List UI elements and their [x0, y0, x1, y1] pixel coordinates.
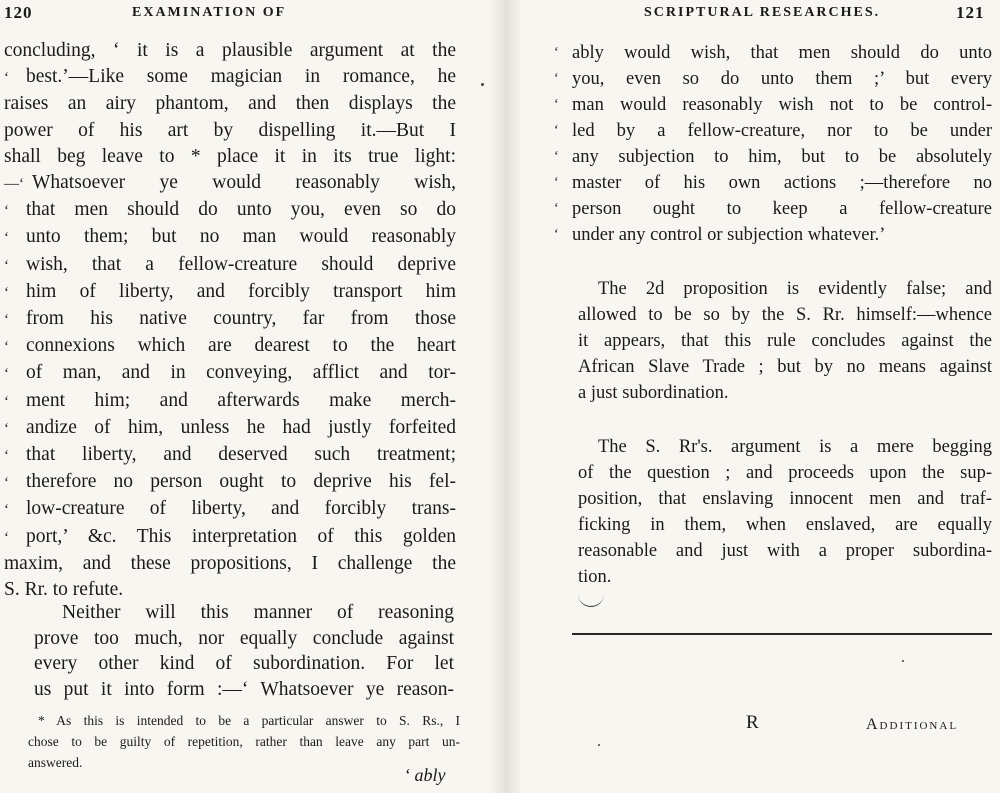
- line-text: port,’ &c. This interpretation of this golden: [26, 525, 456, 547]
- text-line: [4, 197, 456, 224]
- quote-margin-mark: ‘: [4, 230, 9, 247]
- text-line: [4, 360, 456, 387]
- text-line: position, that enslaving innocent men and traf-: [578, 489, 992, 509]
- line-text: of man, and in conveying, afflict and tor-: [26, 362, 456, 384]
- line-text: him of liberty, and forcibly transport him: [26, 280, 456, 302]
- text-line: us put it into form :—‘ Whatsoever ye reason-: [34, 678, 454, 700]
- line-text: unto them; but no man would reasonably: [26, 226, 456, 248]
- line-text: low-creature of liberty, and forcibly trans-: [26, 498, 456, 520]
- text-line: [554, 92, 992, 118]
- text-line: The 2d proposition is evidently false; and: [598, 279, 992, 299]
- signature-mark: R: [746, 712, 759, 733]
- quote-margin-mark: ‘: [4, 502, 9, 519]
- line-text: raises an airy phantom, and then displays the: [4, 93, 456, 115]
- line-text: person ought to keep a fellow-creature: [572, 199, 992, 219]
- line-text: andize of him, unless he had justly forfeited: [26, 416, 456, 438]
- text-line: [4, 279, 456, 306]
- line-text: ment him; and afterwards make merch-: [26, 389, 456, 411]
- text-line: * As this is intended to be a particular answer to S. Rs., I: [38, 713, 460, 728]
- text-line: a just subordination.: [578, 383, 729, 403]
- ink-speck: [902, 660, 904, 662]
- line-text: therefore no person ought to deprive his fel-: [26, 471, 456, 493]
- quote-margin-mark: ‘: [554, 45, 559, 60]
- line-text: connexions which are dearest to the heart: [26, 335, 456, 357]
- left-running-head: EXAMINATION OF: [132, 5, 287, 20]
- right-third-paragraph: [578, 434, 992, 590]
- text-line: [4, 415, 456, 442]
- section-rule: [572, 633, 992, 635]
- right-running-head: SCRIPTURAL RESEARCHES.: [644, 5, 881, 20]
- ink-speck: [481, 83, 484, 86]
- text-line: [554, 222, 992, 248]
- line-text: master of his own actions ;—therefore no: [572, 173, 992, 193]
- quote-margin-mark: ‘: [4, 475, 9, 492]
- text-line: [4, 91, 456, 117]
- right-page: [520, 0, 1000, 793]
- right-quote-paragraph: [554, 40, 992, 248]
- line-text: led by a fellow-creature, nor to be under: [572, 121, 992, 141]
- line-text: ably would wish, that men should do unto: [572, 43, 992, 63]
- text-line: of the question ; and proceeds upon the sup-: [578, 463, 992, 483]
- text-line: [554, 66, 992, 92]
- text-line: Neither will this manner of reasoning: [62, 602, 454, 623]
- quote-margin-mark: ‘: [4, 70, 9, 87]
- text-line: [4, 224, 456, 251]
- quote-margin-mark: ‘: [554, 201, 559, 216]
- quote-margin-mark: ‘: [554, 149, 559, 164]
- text-line: [4, 64, 456, 91]
- line-text: that men should do unto you, even so do: [26, 199, 456, 221]
- right-catchword: Additional: [866, 716, 959, 733]
- text-line: [4, 118, 456, 144]
- text-line: reasonable and just with a proper subordina-: [578, 541, 992, 561]
- quote-margin-mark: ‘: [554, 175, 559, 190]
- quote-margin-mark: ‘: [4, 448, 9, 465]
- text-line: [4, 496, 456, 523]
- quote-margin-mark: ‘: [554, 227, 559, 242]
- text-line: The S. Rr's. argument is a mere begging: [598, 437, 992, 457]
- quote-margin-mark: ‘: [554, 97, 559, 112]
- text-line: [554, 196, 992, 222]
- book-gutter: [488, 0, 520, 793]
- text-line: prove too much, nor equally conclude against: [34, 627, 454, 649]
- quote-margin-mark: ‘: [554, 123, 559, 138]
- text-line: every other kind of subordination. For let: [34, 653, 454, 674]
- line-text: Whatsoever ye would reasonably wish,: [32, 172, 456, 194]
- line-text: concluding, ‘ it is a plausible argument at the: [4, 40, 456, 61]
- text-line: [4, 469, 456, 496]
- text-line: answered.: [28, 755, 83, 770]
- text-line: [554, 170, 992, 196]
- text-line: [4, 144, 456, 170]
- text-line: it appears, that this rule concludes against the: [578, 331, 992, 351]
- line-text: that liberty, and deserved such treatment;: [26, 444, 456, 466]
- text-line: [4, 170, 456, 197]
- quote-margin-mark: ‘: [4, 529, 9, 546]
- line-text: S. Rr. to refute.: [4, 579, 124, 601]
- line-text: from his native country, far from those: [26, 308, 456, 330]
- line-text: wish, that a fellow-creature should deprive: [26, 253, 456, 275]
- quote-margin-mark: ‘: [4, 257, 9, 274]
- text-line: chose to be guilty of repetition, rather than leave any part un-: [28, 734, 460, 749]
- text-line: ficking in them, when enslaved, are equally: [578, 515, 992, 535]
- quote-margin-mark: ‘: [4, 420, 9, 437]
- right-second-paragraph: [578, 276, 992, 406]
- text-line: [4, 252, 456, 279]
- text-line: [4, 551, 456, 577]
- quote-margin-mark: ‘: [4, 366, 9, 383]
- quote-margin-mark: ‘: [4, 203, 9, 220]
- line-text: man would reasonably wish not to be control-: [572, 95, 992, 115]
- text-line: [4, 442, 456, 469]
- text-line: [4, 333, 456, 360]
- line-text: under any control or subjection whatever.’: [572, 225, 886, 245]
- line-text: maxim, and these propositions, I challenge the: [4, 552, 456, 574]
- line-text: power of his art by dispelling it.—But I: [4, 119, 456, 141]
- line-text: shall beg leave to * place it in its true light:: [4, 145, 456, 167]
- quote-margin-mark: ‘: [4, 312, 9, 329]
- text-line: African Slave Trade ; but by no means against: [578, 357, 992, 377]
- quote-margin-mark: —‘: [4, 176, 24, 193]
- quote-margin-mark: ‘: [4, 284, 9, 301]
- text-line: allowed to be so by the S. Rr. himself:—whence: [578, 305, 992, 325]
- text-line: [554, 118, 992, 144]
- quote-margin-mark: ‘: [4, 339, 9, 356]
- line-text: you, even so do unto them ;’ but every: [572, 69, 992, 89]
- text-line: [554, 144, 992, 170]
- left-page-number: 120: [4, 3, 33, 22]
- text-line: [554, 40, 992, 66]
- text-line: [4, 524, 456, 551]
- left-second-paragraph: [34, 600, 454, 702]
- left-catchword: ‘ ably: [404, 765, 446, 785]
- text-line: tion.: [578, 567, 612, 587]
- ink-speck: [598, 744, 600, 746]
- text-line: [4, 388, 456, 415]
- quote-margin-mark: ‘: [554, 71, 559, 86]
- line-text: best.’—Like some magician in romance, he: [26, 66, 456, 88]
- quote-margin-mark: ‘: [4, 393, 9, 410]
- left-page: [0, 0, 488, 793]
- left-main-paragraph: [4, 38, 456, 603]
- footnote: [28, 710, 460, 773]
- text-line: [4, 306, 456, 333]
- text-line: [4, 38, 456, 64]
- right-page-number: 121: [956, 3, 985, 22]
- line-text: any subjection to him, but to be absolutely: [572, 147, 992, 167]
